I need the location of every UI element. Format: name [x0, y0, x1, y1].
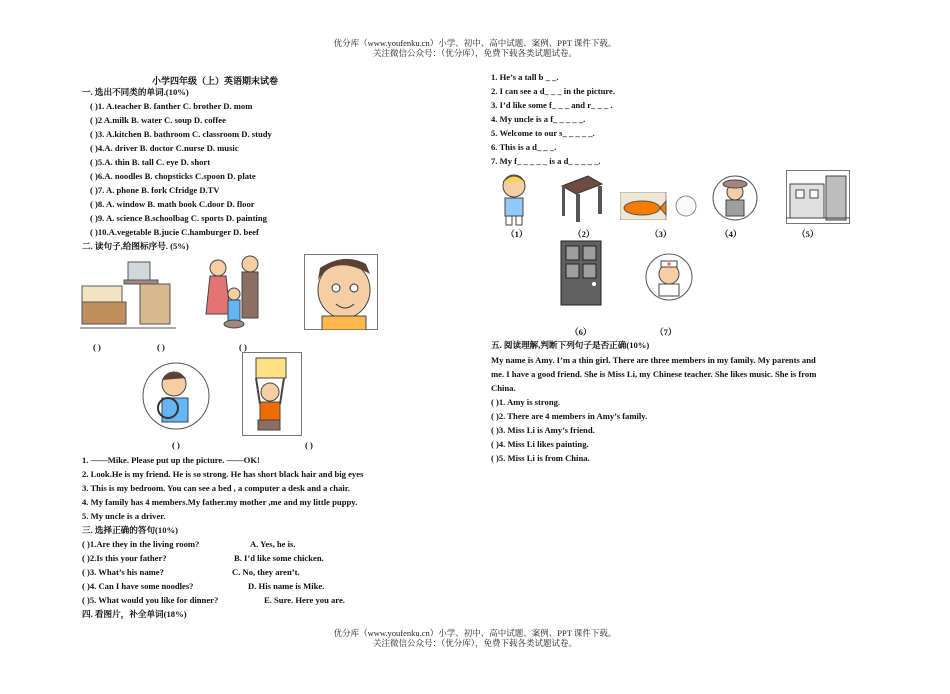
s5-item: ( )4. Miss Li likes painting. — [491, 439, 589, 449]
picture-answer-blank[interactable]: ( ) — [172, 440, 180, 450]
s3-answer: D. His name is Mike. — [248, 581, 325, 591]
header-line-1: 优分库（www.youfenku.cn）小学、初中、高中试题、案例、PPT 课件下载。 — [333, 38, 617, 48]
section5-heading: 五. 阅读理解,判断下列句子是否正确(10%) — [491, 340, 650, 350]
picture-answer-blank[interactable]: ( ) — [93, 342, 101, 352]
s5-item: ( )1. Amy is strong. — [491, 397, 561, 407]
picture-label: （7） — [655, 327, 677, 337]
page-footer — [0, 628, 950, 648]
s3-question: ( )3. What’s his name? — [82, 567, 164, 577]
picture-label: （4） — [720, 229, 742, 239]
s3-question: ( )1.Are they in the living room? — [82, 539, 200, 549]
s3-question: ( )4. Can I have some noodles? — [82, 581, 194, 591]
s4-item: 4. My uncle is a f_ _ _ _ _. — [491, 114, 586, 124]
s1-item: ( )3. A.kitchen B. bathroom C. classroom D. study — [90, 129, 272, 139]
s1-item: ( )10.A.vegetable B.jucie C.hamburger D. beef — [90, 227, 259, 237]
s1-item: ( )9. A. science B.schoolbag C. sports D. painting — [90, 213, 267, 223]
s4-item: 5. Welcome to our s_ _ _ _ _. — [491, 128, 595, 138]
s5-item: ( )5. Miss Li is from China. — [491, 453, 590, 463]
door-picture — [560, 240, 602, 306]
s2-sentence: 3. This is my bedroom. You can see a bed , a computer a desk and a chair. — [82, 483, 350, 493]
s4-item: 3. I’d like some f_ _ _ and r_ _ _ . — [491, 100, 613, 110]
page-header-top — [0, 38, 950, 58]
s2-sentence: 4. My family has 4 members.My father.my mother ,me and my little puppy. — [82, 497, 358, 507]
s2-sentence: 5. My uncle is a driver. — [82, 511, 166, 521]
s2-sentence: 1. ——Mike. Please put up the picture. ——OK! — [82, 455, 260, 465]
s1-item: ( )5.A. thin B. tall C. eye D. short — [90, 157, 211, 167]
section3-heading: 三. 选择正确的答句(10%) — [82, 525, 178, 535]
s3-answer: B. I’d like some chicken. — [234, 553, 324, 563]
s4-item: 7. My f_ _ _ _ _ is a d_ _ _ _ _. — [491, 156, 601, 166]
school-picture — [786, 170, 850, 224]
boy-picture-hanging — [242, 352, 302, 436]
farmer-picture — [712, 172, 758, 224]
picture-label: （6） — [570, 327, 592, 337]
section4-heading: 四. 看图片，补全单词(18%) — [82, 609, 187, 619]
s4-item: 2. I can see a d_ _ _ in the picture. — [491, 86, 615, 96]
footer-line-1: 优分库（www.youfenku.cn）小学、初中、高中试题、案例、PPT 课件下载。 — [333, 628, 617, 638]
s5-passage-line: My name is Amy. I’m a thin girl. There are three members in my family. My parents and — [491, 355, 816, 365]
section1-heading: 一. 选出不同类的单词.(10%) — [82, 87, 189, 97]
s1-item: ( )1. A.teacher B. fanther C. brother D. mom — [90, 101, 253, 111]
s4-item: 1. He’s a tall b _ _. — [491, 72, 559, 82]
picture-label: （1） — [506, 229, 528, 239]
s3-answer: A. Yes, he is. — [250, 539, 296, 549]
boy-picture — [494, 172, 534, 226]
s1-item: ( )7. A. phone B. fork Cfridge D.TV — [90, 185, 220, 195]
s3-answer: C. No, they aren’t. — [232, 567, 300, 577]
desk-picture — [558, 172, 604, 224]
s5-passage-line: me. I have a good friend. She is Miss Li, my Chinese teacher. She likes music. She is from — [491, 369, 817, 379]
s1-item: ( )2 A.milk B. water C. soup D. coffee — [90, 115, 226, 125]
bedroom-picture — [80, 256, 176, 330]
header-line-2: 关注微信公众号：（优分库），免费下载各类试题试卷。 — [372, 48, 577, 58]
s5-passage-line: China. — [491, 383, 516, 393]
section2-heading: 二. 读句子,给图标序号. (5%) — [82, 241, 189, 251]
s2-sentence: 2. Look.He is my friend. He is so strong. He has short black hair and big eyes — [82, 469, 364, 479]
boy-face-picture — [304, 254, 378, 330]
s1-item: ( )8. A. window B. math book C.door D. floor — [90, 199, 255, 209]
picture-answer-blank[interactable]: ( ) — [305, 440, 313, 450]
doctor-picture — [644, 252, 694, 302]
fish-rice-picture — [620, 192, 702, 220]
picture-answer-blank[interactable]: ( ) — [239, 342, 247, 352]
s3-question: ( )5. What would you like for dinner? — [82, 595, 219, 605]
picture-label: （3） — [650, 229, 672, 239]
footer-line-2: 关注微信公众号：（优分库），免费下载各类试题试卷。 — [372, 638, 577, 648]
page-title: 小学四年级（上）英语期末试卷 — [151, 76, 278, 86]
s5-item: ( )2. There are 4 members in Amy’s family. — [491, 411, 648, 421]
s5-item: ( )3. Miss Li is Amy’s friend. — [491, 425, 595, 435]
s1-item: ( )4.A. driver B. doctor C.nurse D. music — [90, 143, 239, 153]
family-picture — [190, 254, 282, 330]
driver-picture — [142, 358, 210, 434]
s3-question: ( )2.Is this your father? — [82, 553, 167, 563]
s3-answer: E. Sure. Here you are. — [264, 595, 345, 605]
s1-item: ( )6.A. noodles B. chopsticks C.spoon D. plate — [90, 171, 256, 181]
picture-label: （2） — [573, 229, 595, 239]
picture-label: （5） — [797, 229, 819, 239]
picture-answer-blank[interactable]: ( ) — [157, 342, 165, 352]
s4-item: 6. This is a d_ _ _. — [491, 142, 557, 152]
